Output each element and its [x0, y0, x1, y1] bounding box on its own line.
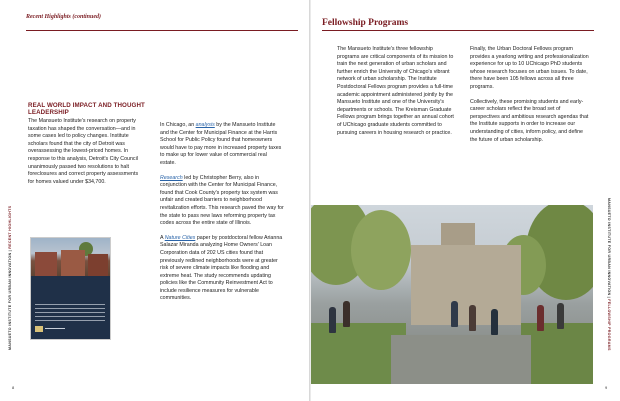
report-logo-line [45, 328, 65, 329]
side-institute-name: MANSUETO INSTITUTE FOR URBAN INNOVATION [607, 198, 611, 296]
paragraph-text: by the Mansueto Institute and the Center for Municipal Finance at the Harris School for Public Policy found that homeowners would have to pay more in increased property taxes to make up for lower value of commercial real estate. [160, 122, 282, 166]
paragraph-nature-cities [160, 235, 284, 303]
left-header-rule [26, 30, 298, 31]
research-link[interactable]: Research [160, 174, 183, 181]
section-heading: REAL WORLD IMPACT AND THOUGHT LEADERSHIP [28, 102, 145, 117]
paragraph-fellowship-overview: The Mansueto Institute's three fellowship programs are critical components of its mission to train the next generation of urban scholars and further enrich the University of Chicago's vibrant network of urban scholarship. The Institute Postdoctoral Fellows program provides a full-time academic appointment administered jointly by the Mansueto Institute and one of the University's departments or schools. The Kreisman Graduate Fellows program brings together an annual cohort of UChicago graduate students committed to pursuing careers in housing research or practice. [337, 46, 454, 136]
paragraph-text: A [160, 234, 165, 241]
analysis-link[interactable]: analysis [195, 122, 215, 128]
column-fellowship-overview [337, 46, 455, 144]
paragraph-text: paper by postdoctoral fellow Arianna Salazar Miranda analyzing Home Owners' Loan Corporation data of 202 US cities found that previously redlined neighborhoods were at greater risk of severe climate impacts like flooding and extreme heat. The study recommends updating policies like the Community Reinvestment Act to include resilience measures for vulnerable communities. [160, 234, 283, 302]
column-fellowship-details [470, 46, 590, 151]
house-shape [35, 252, 57, 276]
paragraph-text: In Chicago, an [160, 122, 196, 128]
side-section-name: RECENT HIGHLIGHTS [8, 205, 12, 249]
report-logo-icon [35, 326, 43, 332]
gothic-building [411, 245, 521, 325]
side-section-name: FELLOWSHIP PROGRAMS [607, 299, 611, 351]
paragraph-text: led by Christopher Berry, also in conjunction with the Center for Municipal Finance, found that Cook County's property tax system was unfair and created barriers to neighborhood revitalization efforts. This research paved the way for the state to pass new laws reforming property tax codes across the entire state of Illinois. [160, 174, 284, 227]
student-figure [469, 305, 476, 331]
campus-photo [311, 205, 593, 384]
paragraph-detroit: The Mansueto Institute's research on property taxation has shaped the conversation—and in some cases led to policy changes. Institute scholars found that the city of Detroit was overassessing the lowest-priced homes. In response to this analysis, Detroit's City Council unanimously passed two resolutions to halt foreclosures and correct property assessments for homes valued under $34,700. [28, 118, 139, 185]
lawn-right [521, 323, 593, 384]
paragraph-chicago-analysis [160, 122, 284, 168]
page-title: Fellowship Programs [322, 18, 409, 28]
right-side-label: MANSUETO INSTITUTE FOR URBAN INNOVATION | FELLOWSHIP PROGRAMS [607, 198, 611, 351]
paragraph-cook-county [160, 175, 284, 228]
side-institute-name: MANSUETO INSTITUTE FOR URBAN INNOVATION [8, 252, 12, 350]
left-side-label: MANSUETO INSTITUTE FOR URBAN INNOVATION | RECENT HIGHLIGHTS [8, 205, 12, 350]
house-shape [61, 250, 85, 276]
page-number-left: 8 [12, 385, 15, 390]
student-figure [343, 301, 350, 327]
walkway [391, 335, 531, 384]
student-figure [451, 301, 458, 327]
student-figure [557, 303, 564, 329]
paragraph-urban-doctoral: Finally, the Urban Doctoral Fellows program provides a yearlong writing and professionalization experience for up to 10 UChicago PhD students whose research focuses on urban issues. To date, there have been 105 fellows across all three programs. [470, 46, 589, 90]
report-cover-image [30, 237, 111, 340]
report-cover-text-lines [35, 304, 105, 324]
right-header-rule [322, 30, 594, 31]
left-running-header: Recent Highlights (continued) [26, 14, 102, 20]
column-property-tax-detroit [28, 118, 145, 193]
page-number-right: 9 [605, 385, 608, 390]
column-chicago-research [160, 122, 284, 310]
nature-cities-link[interactable]: Nature Cities [164, 234, 196, 241]
tree-shape [351, 210, 411, 290]
paragraph-collective: Collectively, these promising students and early-career scholars reflect the broad set of perspectives and ambitious research agendas that the Institute supports in order to increase our understanding of cities, inform policy, and define the future of urban scholarship. [470, 98, 589, 143]
student-figure [491, 309, 498, 335]
student-figure [537, 305, 544, 331]
student-figure [329, 307, 336, 333]
house-shape [88, 254, 108, 276]
report-cover-photo [31, 238, 110, 276]
